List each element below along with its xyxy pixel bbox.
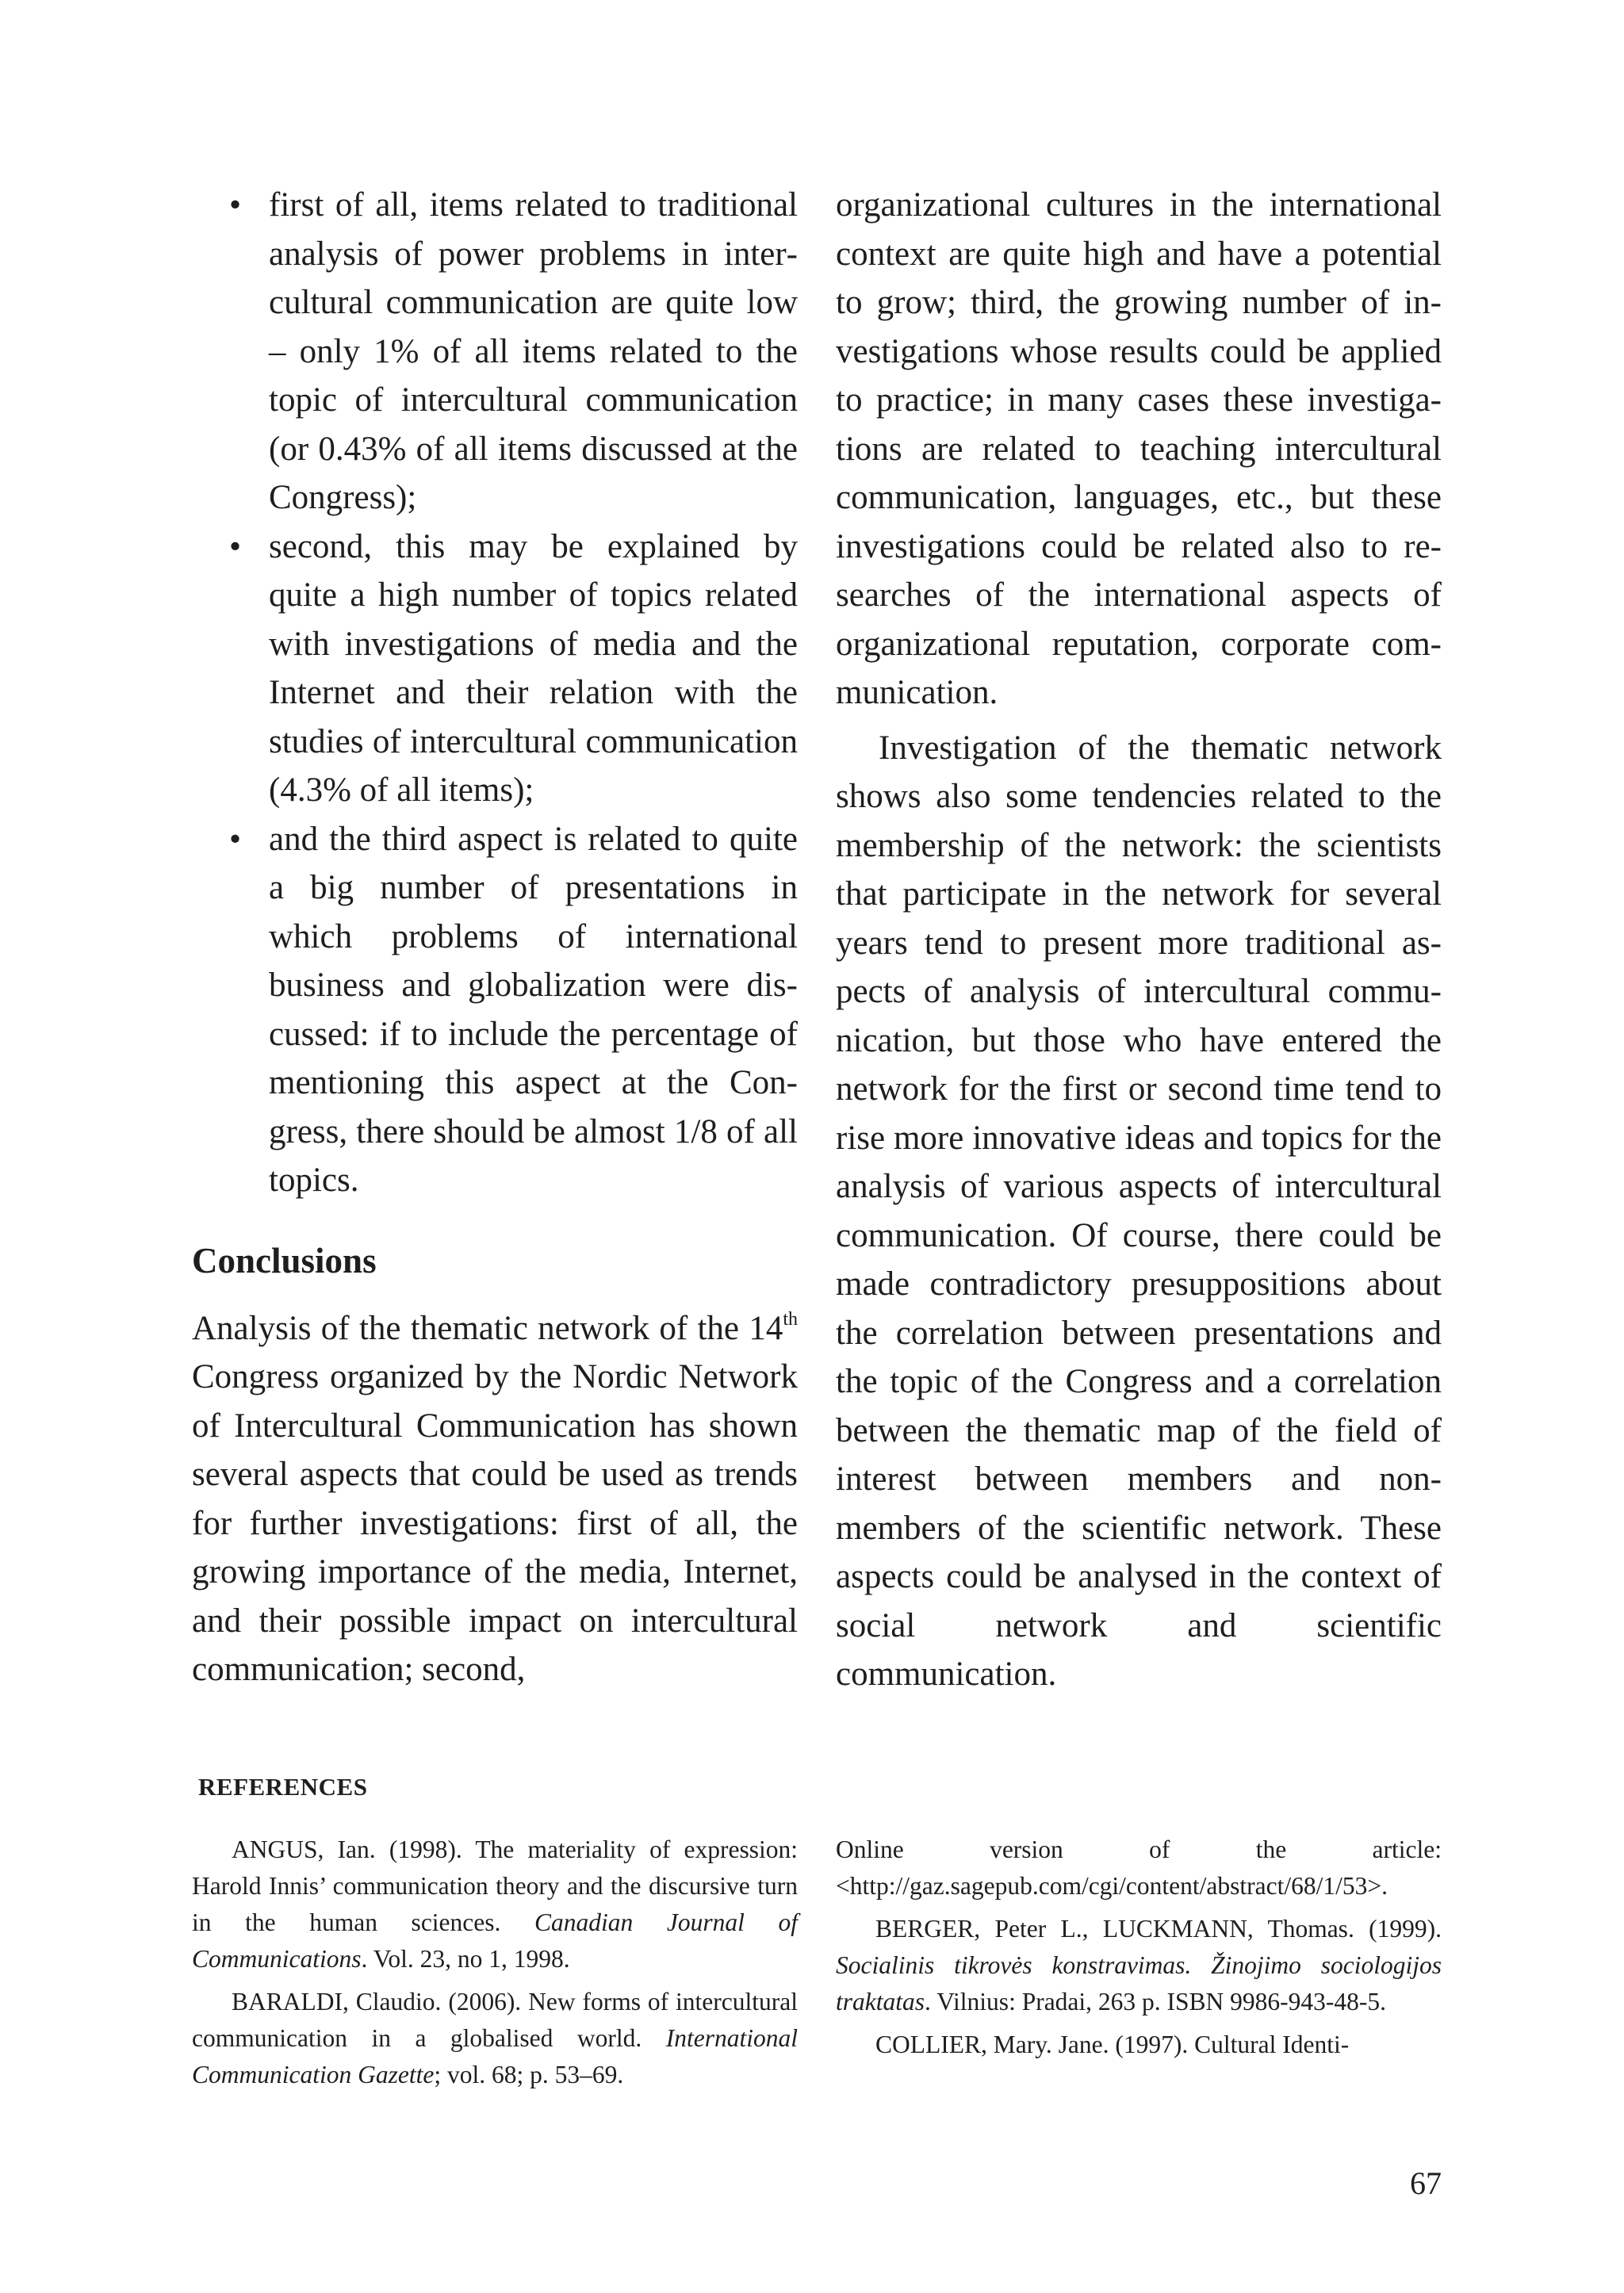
reference-baraldi-text: BARALDI, Claudio. (2006). New forms of intercultural communication in a globalised world. xyxy=(192,1988,798,2052)
conclusions-text-end: Congress organized by the Nordic Network of Intercultural Communication has shown several aspects that could be used as trends for further investigations: first of all, the growing importance of the media, Internet, and their possible impact on intercultural communication; second, xyxy=(192,1358,798,1688)
reference-berger-text: BERGER, Peter L., LUCKMANN, Thomas. (1999). xyxy=(875,1915,1442,1943)
superscript-th: th xyxy=(783,1308,798,1330)
page-number: 67 xyxy=(1410,2165,1442,2201)
reference-berger-title: Socialinis tikrovės konstravimas. Žinojimo sociologijos traktatas xyxy=(836,1951,1442,2015)
reference-baraldi-journal: International Communication Gazette xyxy=(192,2024,798,2088)
conclusions-paragraph xyxy=(192,1304,798,1694)
bullet-item xyxy=(192,523,798,815)
reference-berger xyxy=(836,1911,1442,2020)
reference-angus-text: ANGUS, Ian. (1998). The materiality of expression: Harold Innis’ communication theory and the discursive turn in the human sciences. xyxy=(192,1836,798,1936)
bullet-text: and the third aspect is related to quite a big number of presentations in which problems of international business and globalization were discussed: if to include the percentage of mentioning this aspect at the Congress, there should be almost 1/8 of all topics. xyxy=(269,820,798,1199)
bullet-icon: • xyxy=(229,186,242,224)
bullet-text: second, this may be explained by quite a high number of topics related with investigations of media and the Internet and their relation with the studies of intercultural communication (4.3% of all items); xyxy=(269,527,798,809)
reference-online-version: Online version of the article: <http://gaz.sagepub.com/cgi/content/abstract/68/1/53>. xyxy=(836,1836,1442,1900)
references-heading: REFERENCES xyxy=(198,1773,368,1801)
reference-angus-tail: . Vol. 23, no 1, 1998. xyxy=(361,1945,570,1973)
reference-angus xyxy=(192,1832,798,1977)
right-paragraph-1: organizational cultures in the international context are quite high and have a potential to grow; third, the growing number of investigations whose results could be applied to practice; in many cases these investigations are related to teaching intercultural communication, languages, etc., but these investigations could be related also to researches of the international aspects of organizational reputation, corporate communication. xyxy=(836,186,1442,711)
bullet-text: first of all, items related to traditional analysis of power problems in intercultural communication are quite low – only 1% of all items related to the topic of intercultural communication (or 0.43% of all items discussed at the Congress); xyxy=(269,186,798,516)
right-column xyxy=(836,181,1442,1699)
references-left-column xyxy=(192,1832,798,2100)
conclusions-text-start: Analysis of the thematic network of the 14 xyxy=(192,1309,783,1347)
reference-baraldi-tail: ; vol. 68; p. 53–69. xyxy=(434,2061,624,2088)
bullet-item xyxy=(192,181,798,523)
reference-berger-tail: . Vilnius: Pradai, 263 p. ISBN 9986-943-48-5. xyxy=(925,1988,1387,2015)
bullet-item xyxy=(192,815,798,1205)
bullet-list xyxy=(192,181,798,1205)
reference-angus-journal: Canadian Journal of Communications xyxy=(192,1908,798,1973)
right-paragraph-2: Investigation of the thematic network shows also some tendencies related to the membership of the network: the scientists that participate in the network for several years tend to present more traditional aspects of analysis of intercultural communication, but those who have entered the network for the first or second time tend to rise more innovative ideas and topics for the analysis of various aspects of intercultural communication. Of course, there could be made contradictory presuppositions about the correlation between presentations and the topic of the Congress and a correlation between the thematic map of the field of interest between members and non-members of the scientific network. These aspects could be analysed in the context of social network and scientific communication. xyxy=(836,729,1442,1693)
references-right-column xyxy=(836,1832,1442,2069)
bullet-icon: • xyxy=(229,527,242,565)
left-column xyxy=(192,181,798,1694)
reference-collier: COLLIER, Mary. Jane. (1997). Cultural Identi- xyxy=(875,2031,1350,2058)
conclusions-heading: Conclusions xyxy=(192,1240,377,1280)
reference-baraldi xyxy=(192,1984,798,2093)
bullet-icon: • xyxy=(229,820,242,858)
